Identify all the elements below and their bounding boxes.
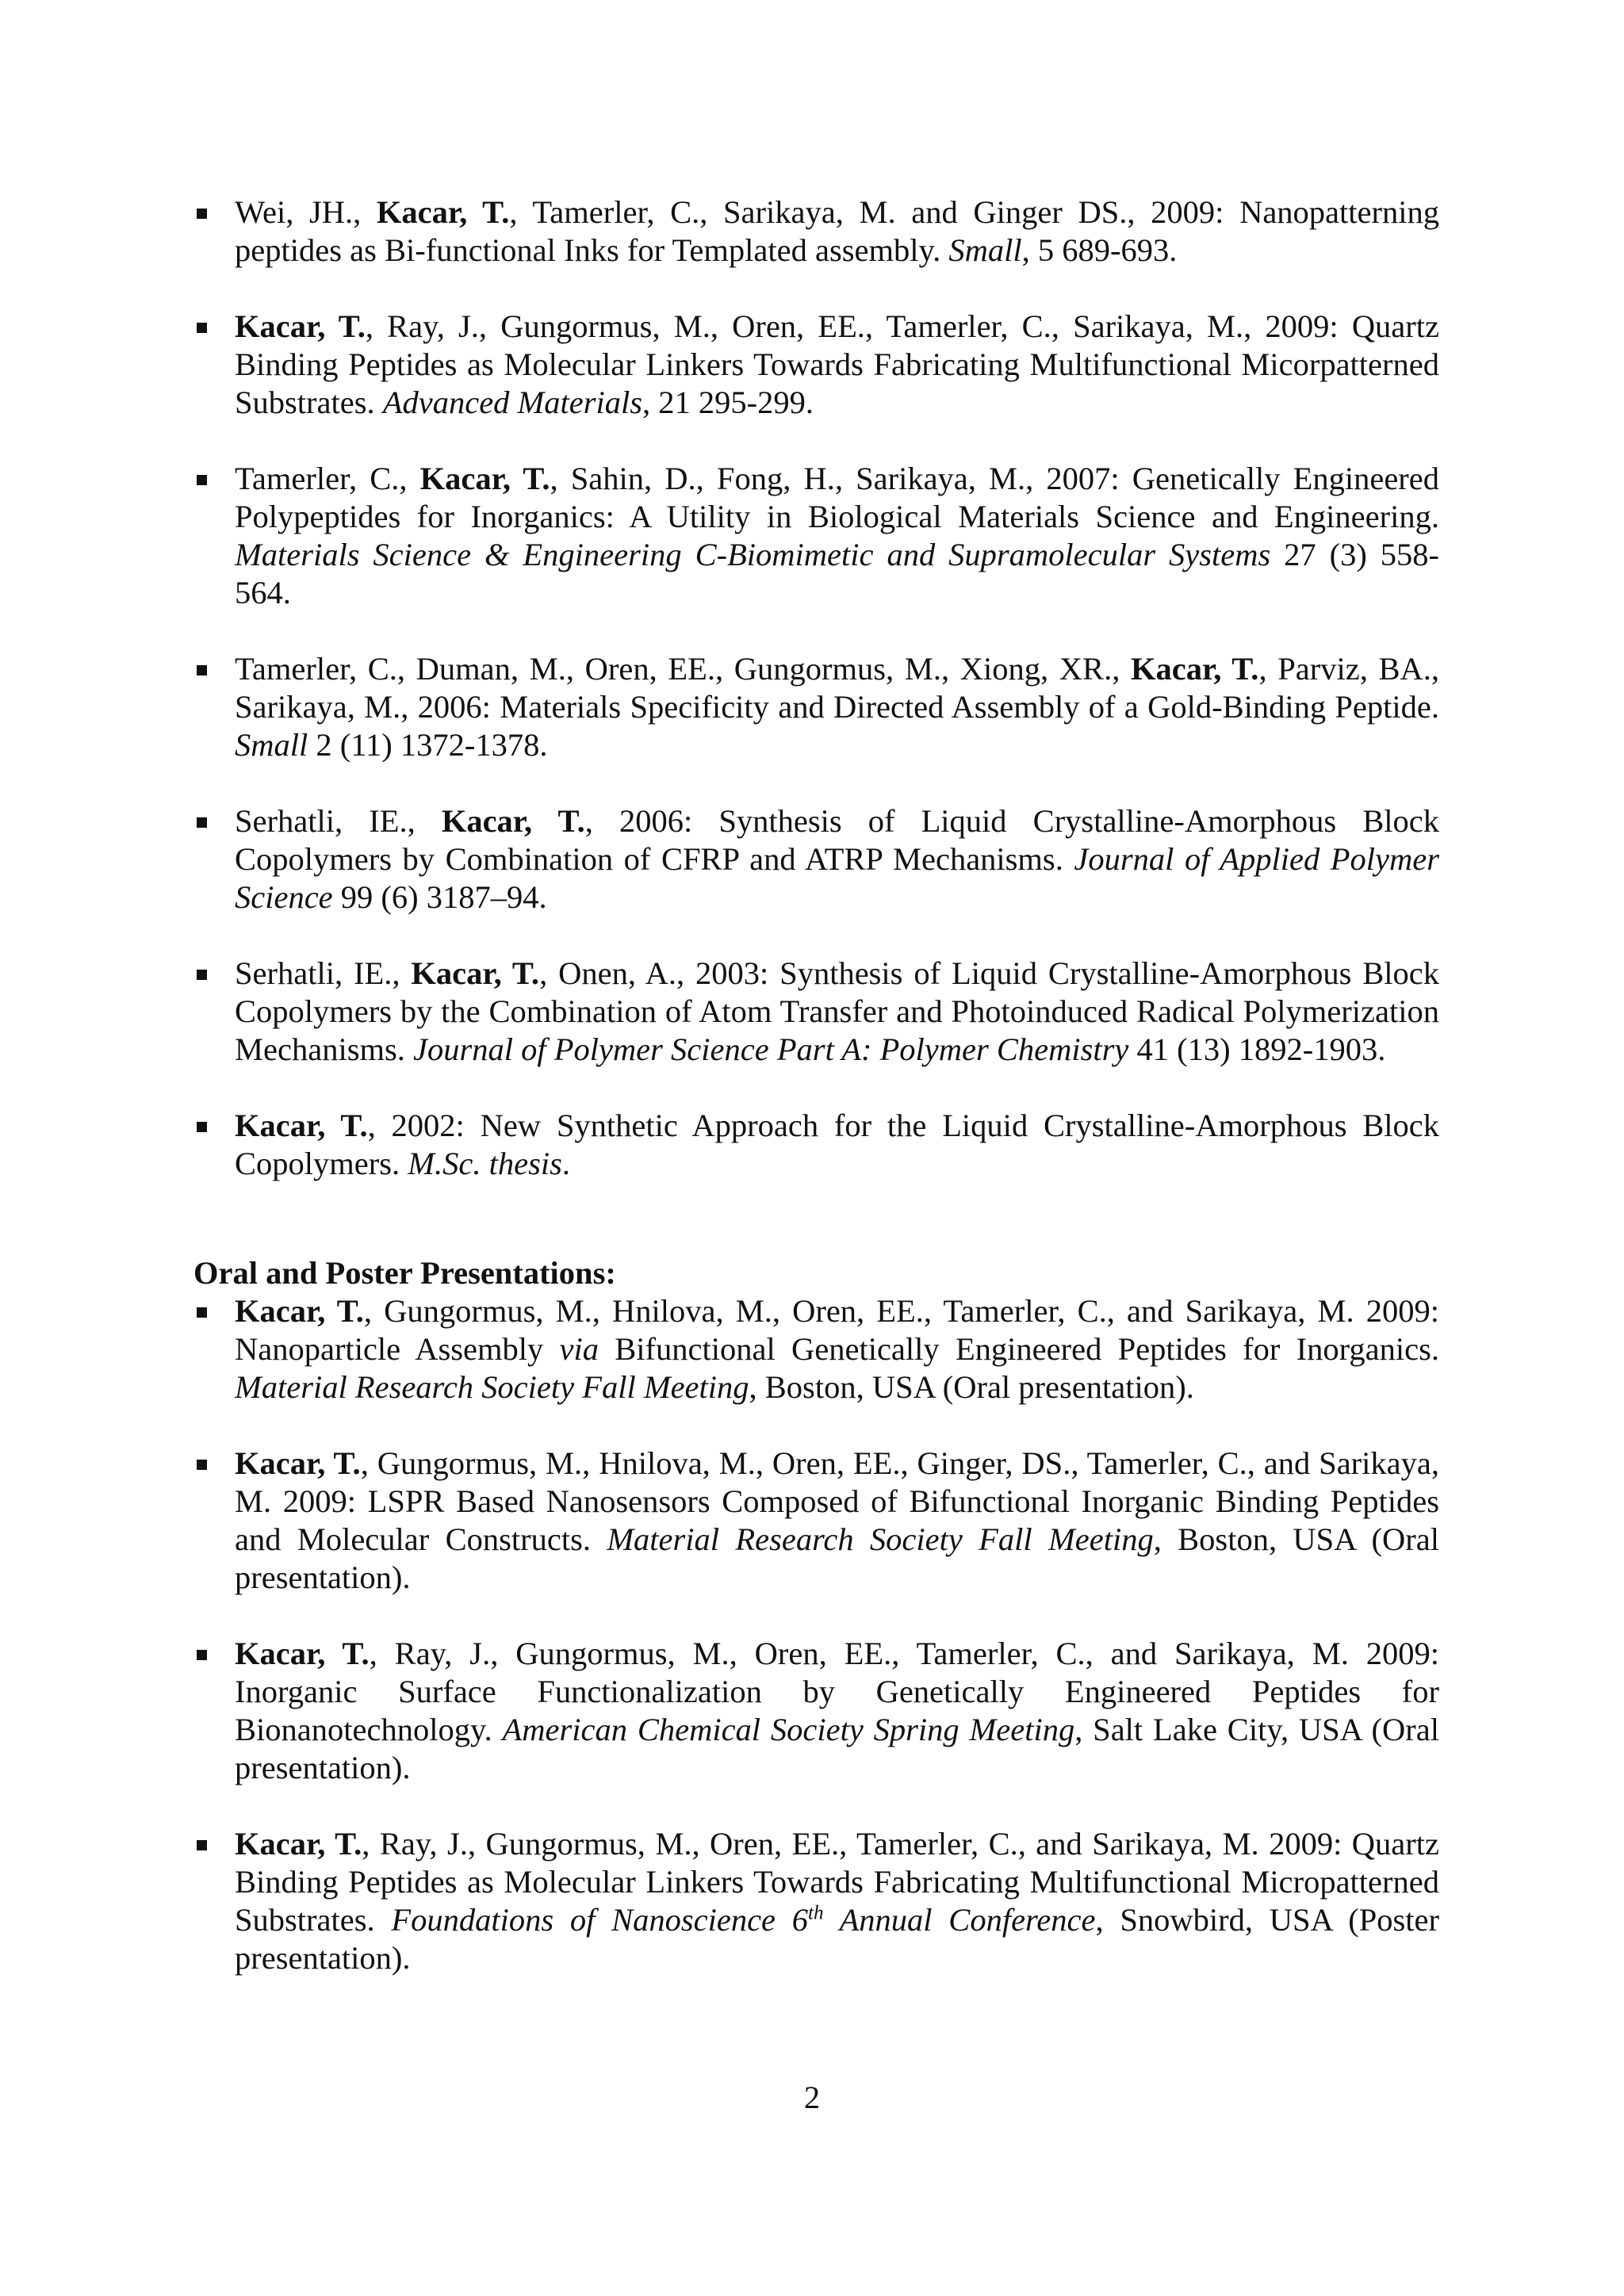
entry-text (235, 803, 1439, 915)
presentations-heading: Oral and Poster Presentations: (193, 1255, 616, 1291)
venue-title: Journal of Polymer Science Part A: Polymer Chemistry (412, 1031, 1129, 1067)
page-number: 2 (803, 2080, 821, 2115)
author-highlight: Kacar, T. (419, 461, 550, 496)
text-run: , Salt Lake City, USA (Oral presentation). (235, 1712, 1439, 1785)
text-run: , 2002: New Synthetic Approach for the Liquid Crystalline-Amorphous Block Copolymers. (235, 1108, 1439, 1181)
author-highlight: Kacar, T. (235, 1636, 370, 1671)
text-run: Wei, JH., (235, 194, 377, 230)
publication-entry (190, 308, 1439, 422)
text-run: Serhatli, IE., (235, 803, 442, 839)
entry-text (235, 1293, 1439, 1405)
bullet-icon (197, 817, 207, 828)
text-run: , Gungormus, M., Hnilova, M., Oren, EE., Tamerler, C., and Sarikaya, M. 2009: Nanoparticle Assembly (235, 1293, 1440, 1367)
bullet-icon (197, 1460, 207, 1470)
bullet-icon (197, 665, 207, 675)
bullet-icon (197, 1307, 207, 1318)
entry-text (235, 461, 1439, 610)
presentations-list (190, 1292, 1439, 2015)
text-run: , Ray, J., Gungormus, M., Oren, EE., Tamerler, C., Sarikaya, M., 2009: Quartz Binding Peptides as Molecular Linkers Towards Fabricating Multifunctional Micorpatterned Substrates. (235, 308, 1440, 420)
publication-entry (190, 193, 1439, 270)
presentation-entry (190, 1825, 1439, 1977)
text-run: , Onen, A., 2003: Synthesis of Liquid Crystalline-Amorphous Block Copolymers by the Combination of Atom Transfer and Photoinduced Radical Polymerization Mechanisms. (235, 955, 1439, 1067)
text-run: Bifunctional Genetically Engineered Peptides for Inorganics. (598, 1331, 1439, 1367)
venue-title: via (559, 1331, 599, 1367)
entry-text (235, 651, 1439, 763)
text-run: Tamerler, C., (235, 461, 420, 496)
text-run: , Ray, J., Gungormus, M., Oren, EE., Tamerler, C., and Sarikaya, M. 2009: Inorganic Surface Functionalization by Genetically Engineered Peptides for Bionanotechnology. (235, 1636, 1439, 1747)
bullet-icon (197, 475, 207, 485)
venue-title: Material Research Society Fall Meeting (235, 1369, 749, 1405)
bullet-icon (197, 1840, 207, 1850)
text-run: , 21 295-299. (642, 385, 814, 420)
venue-title: M.Sc. thesis (408, 1146, 562, 1181)
entry-text (235, 1445, 1439, 1595)
text-run: 99 (6) 3187–94. (332, 879, 547, 915)
entry-text (235, 1826, 1439, 1976)
author-highlight: Kacar, T. (235, 308, 366, 344)
author-highlight: Kacar, T. (411, 955, 540, 991)
publication-entry (190, 955, 1439, 1069)
venue-title: Small (235, 727, 308, 763)
bullet-icon (197, 1650, 207, 1660)
text-run: Serhatli, IE., (235, 955, 412, 991)
venue-title: American Chemical Society Spring Meeting (502, 1712, 1075, 1747)
publication-entry (190, 1107, 1439, 1183)
venue-title: Advanced Materials (382, 385, 643, 420)
author-highlight: Kacar, T. (235, 1826, 362, 1862)
text-run: , 5 689-693. (1021, 232, 1178, 268)
author-highlight: Kacar, T. (235, 1445, 361, 1481)
venue-title: Material Research Society Fall Meeting (607, 1521, 1154, 1557)
text-run: , Tamerler, C., Sarikaya, M. and Ginger DS., 2009: Nanopatterning peptides as Bi-functional Inks for Templated assembly. (235, 194, 1439, 268)
author-highlight: Kacar, T. (235, 1108, 368, 1143)
bullet-icon (197, 209, 207, 219)
ordinal-suffix: th (808, 1902, 824, 1924)
venue-title: Foundations of Nanoscience 6 (391, 1902, 809, 1938)
text-run: 27 (3) 558-564. (235, 537, 1439, 610)
text-run: , Snowbird, USA (Poster presentation). (235, 1902, 1439, 1976)
publications-list (190, 193, 1439, 1221)
author-highlight: Kacar, T. (235, 1293, 364, 1329)
entry-text (235, 194, 1439, 268)
text-run: Tamerler, C., Duman, M., Oren, EE., Gungormus, M., Xiong, XR., (235, 651, 1131, 687)
text-run: , Sahin, D., Fong, H., Sarikaya, M., 2007: Genetically Engineered Polypeptides for Inorganics: A Utility in Biological Materials Science and Engineering. (235, 461, 1440, 534)
text-run: , 2006: Synthesis of Liquid Crystalline-Amorphous Block Copolymers by Combination of CFRP and ATRP Mechanisms. (235, 803, 1439, 877)
presentation-entry (190, 1292, 1439, 1406)
entry-text (235, 955, 1439, 1067)
entry-text (235, 1636, 1439, 1785)
bullet-icon (197, 323, 207, 333)
text-run: 2 (11) 1372-1378. (308, 727, 548, 763)
author-highlight: Kacar, T. (1131, 651, 1259, 687)
publication-entry (190, 460, 1439, 612)
author-highlight: Kacar, T. (376, 194, 510, 230)
publication-entry (190, 802, 1439, 916)
text-run: 41 (13) 1892-1903. (1128, 1031, 1386, 1067)
text-run: , Boston, USA (Oral presentation). (235, 1521, 1439, 1595)
entry-text (235, 308, 1439, 420)
author-highlight: Kacar, T. (441, 803, 585, 839)
bullet-icon (197, 1122, 207, 1132)
text-run: , Parviz, BA., Sarikaya, M., 2006: Materials Specificity and Directed Assembly of a Gold-Binding Peptide. (235, 651, 1440, 725)
entry-text (235, 1108, 1439, 1181)
venue-title: Journal of Applied Polymer Science (235, 841, 1439, 915)
presentation-entry (190, 1635, 1439, 1787)
text-run: . (561, 1146, 570, 1181)
venue-title: Materials Science & Engineering C-Biomimetic and Supramolecular Systems (235, 537, 1271, 572)
text-run: , Boston, USA (Oral presentation). (749, 1369, 1194, 1405)
publication-entry (190, 650, 1439, 764)
text-run: , Ray, J., Gungormus, M., Oren, EE., Tamerler, C., and Sarikaya, M. 2009: Quartz Binding Peptides as Molecular Linkers Towards Fabricating Multifunctional Micropatterned Substrates. (235, 1826, 1439, 1938)
text-run: , Gungormus, M., Hnilova, M., Oren, EE., Ginger, DS., Tamerler, C., and Sarikaya, M. 2009: LSPR Based Nanosensors Composed of Bifunctional Inorganic Binding Peptides and Molecular Constructs. (235, 1445, 1439, 1557)
presentation-entry (190, 1445, 1439, 1597)
venue-title: Small (948, 232, 1022, 268)
venue-title: Annual Conference (823, 1902, 1096, 1938)
bullet-icon (197, 970, 207, 980)
